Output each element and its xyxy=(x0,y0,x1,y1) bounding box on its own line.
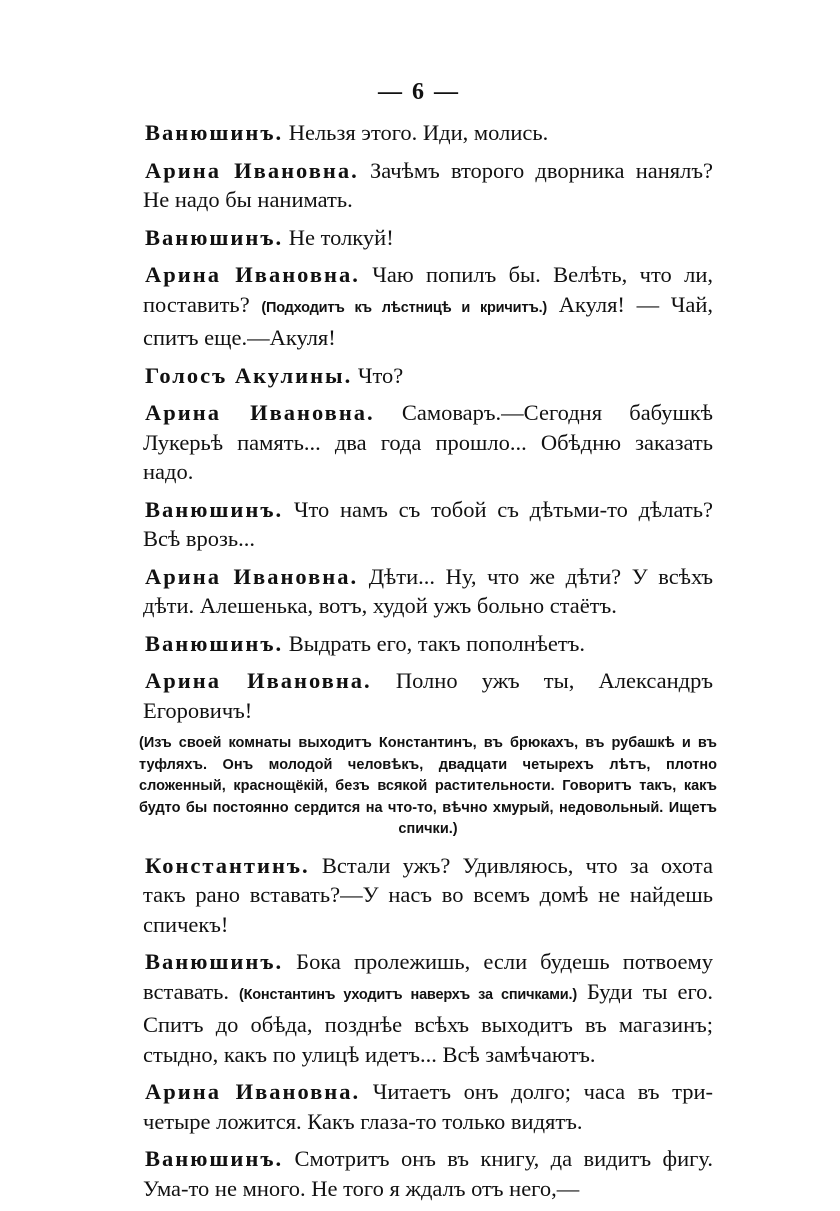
speech-paragraph xyxy=(143,666,713,725)
speech-paragraph xyxy=(143,398,713,487)
speech-text: Что? xyxy=(357,362,404,388)
speech-text: Выдрать его, такъ пополнѣетъ. xyxy=(288,630,585,656)
speech-text: Нельзя этого. Иди, молись. xyxy=(288,120,549,145)
speech-text: Читаетъ онъ долго; часа въ три-четыре ложится. Какъ глаза-то только видятъ. xyxy=(143,1079,713,1134)
speech-paragraph xyxy=(143,851,713,940)
speaker-name: Ванюшинъ. xyxy=(145,1146,284,1171)
speech-text: Смотритъ онъ въ книгу, да видитъ фигу. Ума-то не много. Не того я ждалъ отъ него,— xyxy=(143,1146,713,1201)
speech-paragraph xyxy=(143,223,713,253)
speech-text: Полно ужъ ты, Александръ Егоровичъ! xyxy=(143,668,713,723)
stage-direction: (Изъ своей комнаты выходитъ Константинъ, въ брюкахъ, въ рубашкѣ и въ туфляхъ. Онъ молодой человѣкъ, двадцати четырехъ лѣтъ, плотно сложенный, краснощёкій, безъ всякой растительности. Говоритъ такъ, какъ будто бы постоянно сердится на что-то, вѣчно хмурый, недовольный. Ищетъ спички.) xyxy=(139,735,717,837)
speaker-name: Арина Ивановна. xyxy=(145,400,375,425)
speaker-name: Ванюшинъ. xyxy=(145,224,284,250)
speaker-name: Арина Ивановна. xyxy=(145,262,360,287)
speech-text: Бока пролежишь, если будешь потвоему вставать. xyxy=(143,949,713,1004)
speech-text: Что намъ съ тобой съ дѣтьми-то дѣлать? Всѣ врозь... xyxy=(143,496,713,551)
speech-text: Самоваръ.—Сегодня бабушкѣ Лукерьѣ память... два года прошло... Обѣдню заказать надо. xyxy=(143,400,713,484)
speech-paragraph xyxy=(143,260,713,353)
speaker-name: Арина Ивановна. xyxy=(145,668,372,693)
speech-text-continued: Акуля! — Чай, спитъ еще.—Акуля! xyxy=(143,291,714,350)
speaker-name: Ванюшинъ. xyxy=(145,949,284,974)
speaker-name: Ванюшинъ. xyxy=(145,630,284,656)
speaker-name: Константинъ. xyxy=(145,852,310,878)
speech-paragraph xyxy=(143,156,713,215)
speech-paragraph xyxy=(143,495,713,554)
speech-text: Чаю попилъ бы. Велѣть, что ли, поставить? xyxy=(143,262,713,317)
speaker-name: Ванюшинъ. xyxy=(145,120,284,145)
speech-paragraph xyxy=(143,947,713,1069)
speech-paragraph xyxy=(143,1077,713,1136)
speech-text: Не толкуй! xyxy=(288,224,394,250)
speech-paragraph xyxy=(143,118,713,148)
speaker-name: Арина Ивановна. xyxy=(145,1079,361,1104)
speech-text: Дѣти... Ну, что же дѣти? У всѣхъ дѣти. Алешенька, вотъ, худой ужъ больно стаётъ. xyxy=(143,563,714,618)
speaker-name: Голосъ Акулины. xyxy=(145,362,353,388)
inline-stage-direction: (Подходитъ къ лѣстницѣ и кричитъ.) xyxy=(261,299,548,316)
speech-text-continued: Буди ты его. Спитъ до обѣда, позднѣе всѣхъ выходитъ въ магазинъ; стыдно, какъ по улицѣ идетъ... Всѣ замѣчаютъ. xyxy=(143,978,713,1067)
document-page xyxy=(139,72,717,1211)
play-text xyxy=(139,118,717,1203)
speaker-name: Арина Ивановна. xyxy=(145,157,359,183)
speech-paragraph xyxy=(143,629,713,659)
speech-text: Встали ужъ? Удивляюсь, что за охота такъ рано вставать?—У насъ во всемъ домѣ не найдешь спичекъ! xyxy=(143,852,714,937)
speaker-name: Арина Ивановна. xyxy=(145,563,359,589)
speech-paragraph xyxy=(143,562,713,621)
speaker-name: Ванюшинъ. xyxy=(145,496,284,522)
speech-text: Зачѣмъ второго дворника нанялъ? Не надо бы нанимать. xyxy=(143,157,714,212)
inline-stage-direction: (Константинъ уходитъ наверхъ за спичками.) xyxy=(238,986,577,1003)
speech-paragraph xyxy=(143,361,713,391)
page-number: — 6 — xyxy=(378,79,460,105)
speech-paragraph xyxy=(143,1144,713,1203)
